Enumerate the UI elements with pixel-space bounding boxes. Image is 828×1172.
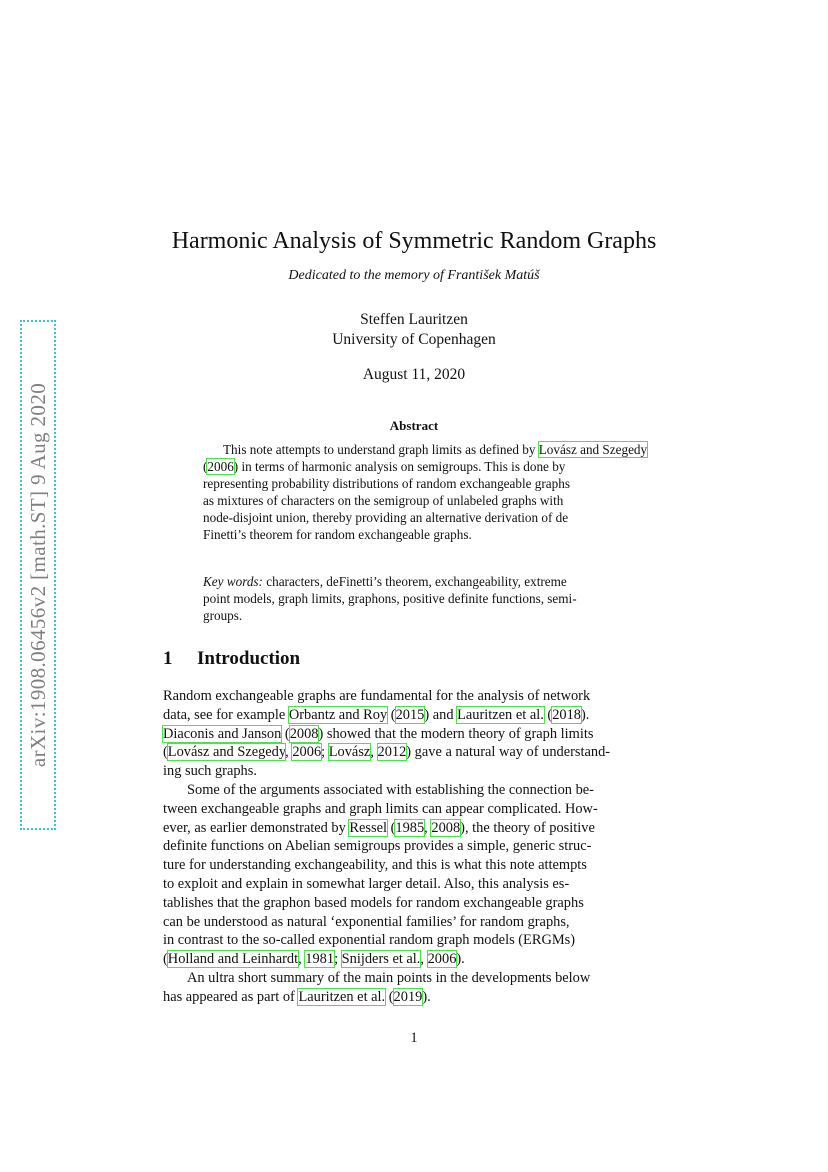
- author-affiliation: University of Copenhagen: [332, 331, 496, 348]
- body-line: [163, 950, 663, 969]
- section-title: Introduction: [197, 648, 301, 669]
- citation-link[interactable]: Lovász and Szegedy: [538, 442, 648, 457]
- text-span: ) in terms of harmonic analysis on semigroups. This is done by: [233, 459, 566, 474]
- body-line: ture for understanding exchangeability, and this is what this note attempts: [163, 857, 587, 874]
- text-span: ).: [456, 951, 465, 968]
- text-span: (: [543, 706, 553, 723]
- author-block: [0, 310, 828, 350]
- text-span: ) gave a natural way of understand-: [406, 744, 611, 761]
- author-name: Steffen Lauritzen: [360, 311, 468, 328]
- body-line: definite functions on Abelian semigroups provides a simple, generic struc-: [163, 838, 592, 855]
- body-line: to exploit and explain in somewhat larger detail. Also, this analysis es-: [163, 875, 570, 892]
- citation-link[interactable]: Ressel: [349, 819, 387, 836]
- arxiv-side-stamp[interactable]: [20, 320, 56, 830]
- body-line: in contrast to the so-called exponential random graph models (ERGMs): [163, 932, 576, 949]
- body-line: ing such graphs.: [163, 763, 257, 780]
- keywords-line: point models, graph limits, graphons, positive definite functions, semi-: [203, 591, 577, 606]
- citation-link[interactable]: Lauritzen et al.: [457, 706, 544, 723]
- citation-link[interactable]: 2015: [395, 706, 425, 723]
- text-span: (: [163, 744, 168, 761]
- text-span: data, see for example: [163, 706, 289, 723]
- section-heading: [163, 648, 300, 670]
- text-span: characters, deFinetti’s theorem, exchangeability, extreme: [262, 574, 567, 589]
- keywords-line: [203, 573, 627, 590]
- paper-date: August 11, 2020: [362, 366, 466, 383]
- abstract-line: node-disjoint union, thereby providing an alternative derivation of de: [203, 510, 569, 525]
- citation-link[interactable]: 2006: [427, 951, 457, 968]
- citation-link[interactable]: 2006: [207, 459, 234, 474]
- text-span: ,: [298, 951, 306, 968]
- text-span: ,: [424, 819, 432, 836]
- citation-link[interactable]: Holland and Leinhardt: [167, 951, 299, 968]
- keywords-label: Key words:: [203, 574, 263, 589]
- citation-link[interactable]: Lovász and Szegedy: [167, 744, 286, 761]
- section-body: [163, 687, 663, 1007]
- body-line: [163, 819, 663, 838]
- abstract-line: as mixtures of characters on the semigroup of unlabeled graphs with: [203, 493, 564, 508]
- citation-link[interactable]: Snijders et al.: [341, 951, 421, 968]
- text-span: ).: [580, 706, 590, 723]
- body-line: [163, 988, 663, 1007]
- body-line: Some of the arguments associated with establishing the connection be-: [187, 781, 594, 798]
- text-span: (: [281, 725, 290, 742]
- paper-title: Harmonic Analysis of Symmetric Random Graphs: [171, 228, 657, 254]
- citation-link[interactable]: Diaconis and Janson: [163, 725, 282, 742]
- body-line: [163, 743, 663, 762]
- arxiv-identifier[interactable]: arXiv:1908.06456v2 [math.ST] 9 Aug 2020: [26, 382, 50, 768]
- page-number: 1: [410, 1030, 418, 1046]
- citation-link[interactable]: 2019: [393, 988, 423, 1005]
- citation-link[interactable]: 2008: [289, 725, 319, 742]
- citation-link[interactable]: Lauritzen et al.: [298, 988, 386, 1005]
- citation-link[interactable]: Orbantz and Roy: [288, 706, 388, 723]
- text-span: This note attempts to understand graph limits as defined by: [223, 442, 539, 457]
- text-span: (: [387, 706, 396, 723]
- body-line: [163, 706, 663, 725]
- text-span: ,: [420, 951, 428, 968]
- body-line: An ultra short summary of the main points in the developments below: [187, 969, 591, 986]
- text-span: ), the theory of positive: [460, 819, 595, 836]
- text-span: ,: [370, 744, 378, 761]
- body-line: tablishes that the graphon based models for random exchangeable graphs: [163, 894, 584, 911]
- text-span: has appeared as part of: [163, 988, 299, 1005]
- abstract-line: (2006) in terms of harmonic analysis on semigroups. This is done by: [203, 459, 566, 474]
- body-line: can be understood as natural ‘exponential families’ for random graphs,: [163, 913, 570, 930]
- keywords-line: groups.: [203, 608, 243, 623]
- citation-link[interactable]: 2006: [292, 744, 322, 761]
- text-span: ) showed that the modern theory of graph limits: [318, 725, 594, 742]
- citation-link[interactable]: Lovász: [328, 744, 371, 761]
- citation-link[interactable]: 1985: [395, 819, 425, 836]
- abstract-line: representing probability distributions of random exchangeable graphs: [203, 476, 570, 491]
- text-span: (: [385, 988, 394, 1005]
- text-span: ).: [422, 988, 431, 1005]
- text-span: ,: [285, 744, 293, 761]
- keywords-block: [203, 573, 627, 624]
- abstract-line: [203, 441, 648, 458]
- dedication: Dedicated to the memory of František Matúš: [288, 268, 540, 283]
- citation-link[interactable]: 2008: [431, 819, 461, 836]
- text-span: (: [163, 951, 168, 968]
- body-line: Random exchangeable graphs are fundamental for the analysis of network: [163, 688, 591, 704]
- abstract-text: [203, 441, 648, 543]
- citation-link[interactable]: 1981: [305, 951, 335, 968]
- text-span: ever, as earlier demonstrated by: [163, 819, 350, 836]
- body-line: [163, 725, 663, 744]
- text-span: ) and: [424, 706, 458, 723]
- abstract-line: Finetti’s theorem for random exchangeable graphs.: [203, 527, 472, 542]
- abstract-heading: Abstract: [389, 418, 439, 433]
- text-span: ;: [334, 951, 342, 968]
- citation-link[interactable]: 2018: [552, 706, 581, 723]
- text-span: (: [387, 819, 396, 836]
- text-span: ;: [321, 744, 329, 761]
- citation-link[interactable]: 2012: [377, 744, 407, 761]
- section-number: 1: [163, 648, 173, 669]
- body-line: tween exchangeable graphs and graph limits can appear complicated. How-: [163, 800, 598, 817]
